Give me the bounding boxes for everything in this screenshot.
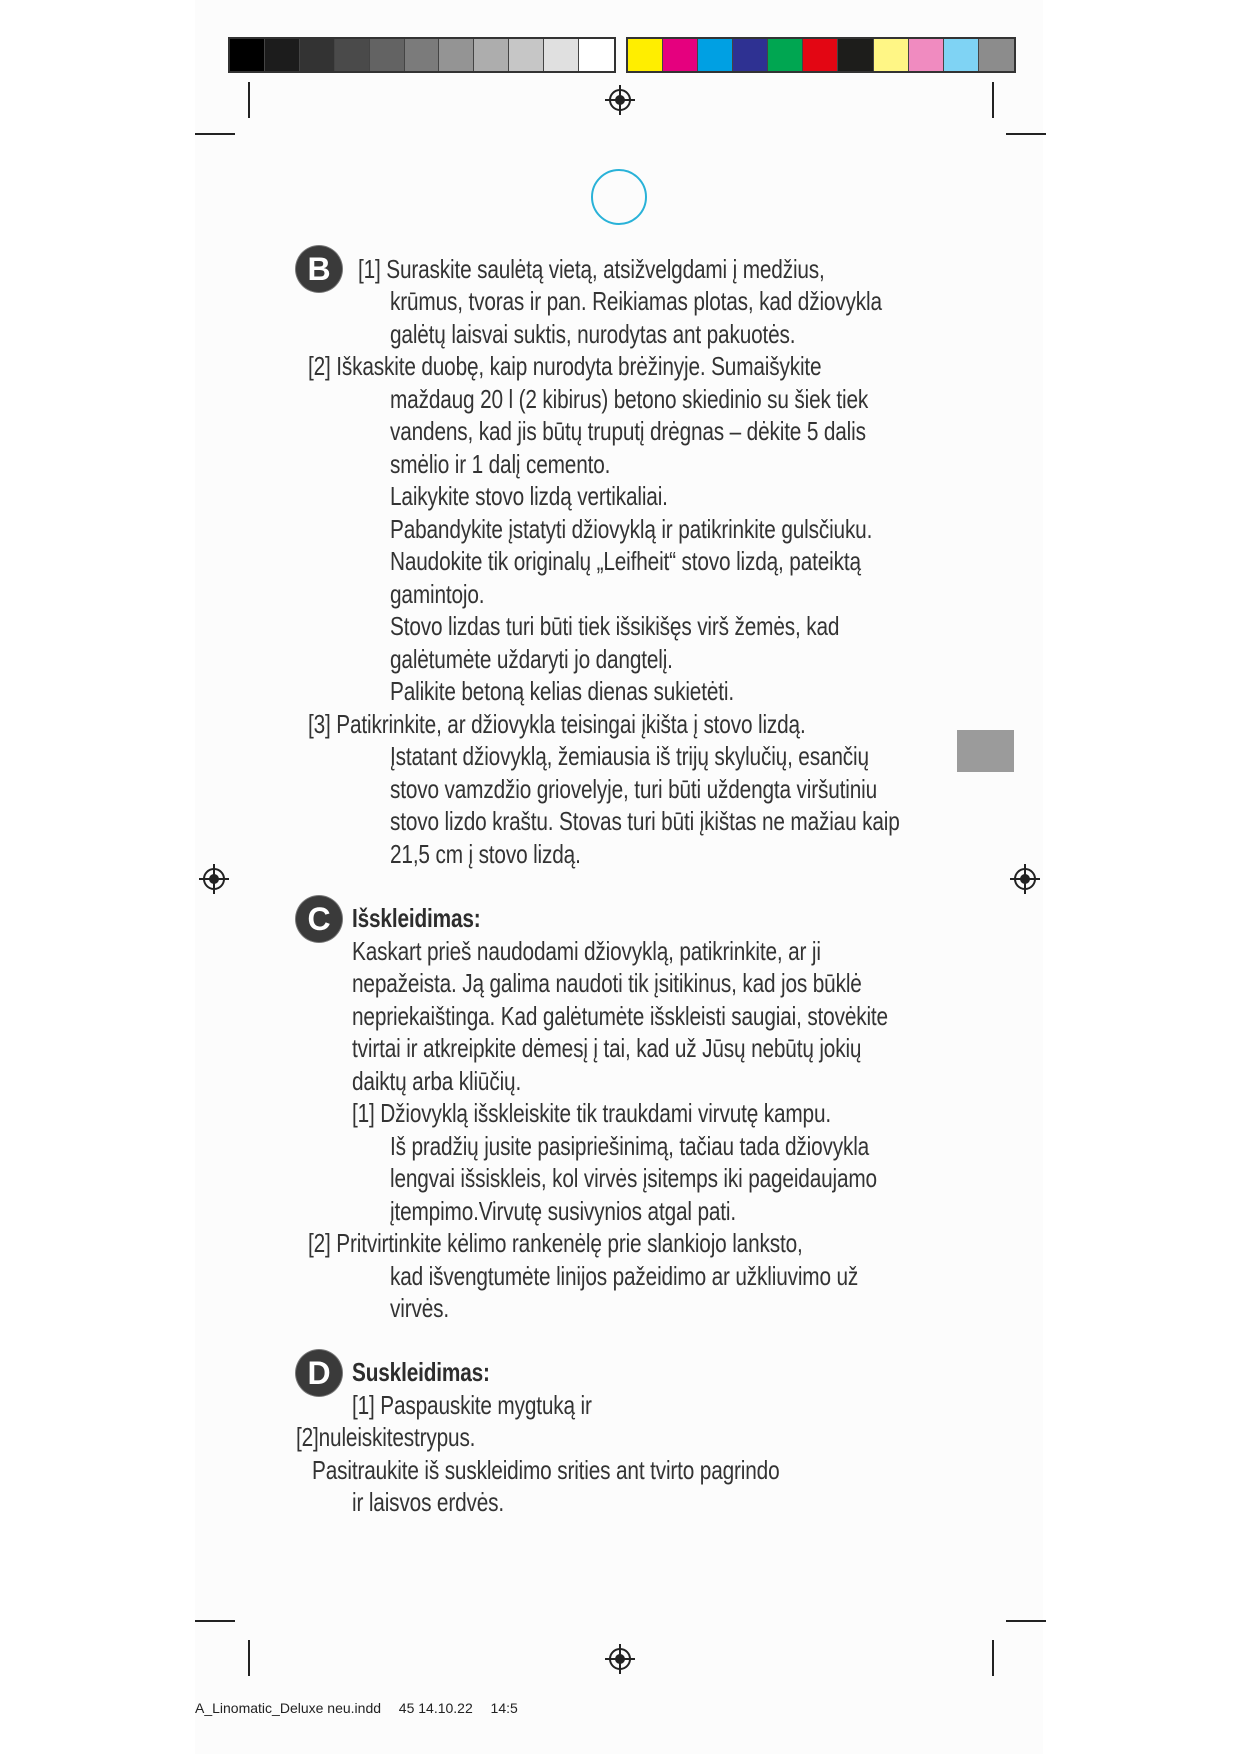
section-c-line: daiktų arba kliūčių.	[352, 1066, 522, 1096]
color-swatch	[698, 39, 733, 71]
section-d-badge: D	[296, 1350, 342, 1396]
grayscale-calibration-bar	[228, 37, 616, 73]
color-swatch	[768, 39, 803, 71]
section-c-line: Kaskart prieš naudodami džiovyklą, patikrinkite, ar ji	[352, 936, 821, 966]
section-c-line: lengvai išsiskleis, kol virvės įsitemps iki pageidaujamo	[390, 1163, 877, 1193]
crop-mark	[248, 1640, 250, 1676]
gray-swatch	[300, 39, 335, 71]
color-swatch	[733, 39, 768, 71]
color-calibration-bar	[626, 37, 1016, 73]
color-swatch	[944, 39, 979, 71]
registration-mark-icon	[605, 85, 635, 115]
crop-mark	[195, 1620, 235, 1622]
gray-swatch	[544, 39, 579, 71]
crop-mark	[1006, 133, 1046, 135]
section-c-line: kad išvengtumėte linijos pažeidimo ar užkliuvimo už	[390, 1261, 859, 1291]
section-b-line: [2] Iškaskite duobę, kaip nurodyta brėžinyje. Sumaišykite	[308, 351, 822, 381]
gray-swatch	[509, 39, 544, 71]
color-swatch	[979, 39, 1014, 71]
color-swatch	[628, 39, 663, 71]
section-b-line: [3] Patikrinkite, ar džiovykla teisingai įkišta į stovo lizdą.	[308, 709, 806, 739]
color-swatch	[874, 39, 909, 71]
slug-time: 14:5	[490, 1700, 518, 1716]
section-c-line: nepažeista. Ją galima naudoti tik įsitikinus, kad jos būklė	[352, 968, 862, 998]
crop-mark	[992, 1640, 994, 1676]
crop-mark	[1006, 1620, 1046, 1622]
section-b-line: galėtų laisvai suktis, nurodytas ant pakuotės.	[390, 319, 796, 349]
section-c-heading: Išskleidimas:	[352, 903, 481, 933]
section-b-line: vandens, kad jis būtų truputį drėgnas – dėkite 5 dalis	[390, 416, 866, 446]
section-b-line: 21,5 cm į stovo lizdą.	[390, 839, 581, 869]
print-slug	[195, 1700, 518, 1716]
section-b-line: stovo lizdo kraštu. Stovas turi būti įkištas ne mažiau kaip	[390, 806, 900, 836]
section-b-line: [1] Suraskite saulėtą vietą, atsižvelgdami į medžius,	[358, 254, 825, 284]
section-b-line: Įstatant džiovyklą, žemiausia iš trijų skylučių, esančių	[390, 741, 869, 771]
slug-page-date: 45 14.10.22	[398, 1700, 473, 1716]
section-b-line: Laikykite stovo lizdą vertikaliai.	[390, 481, 668, 511]
color-swatch	[909, 39, 944, 71]
crop-mark	[248, 82, 250, 118]
slug-filename: A_Linomatic_Deluxe neu.indd	[195, 1700, 382, 1716]
section-b-line: stovo vamzdžio griovelyje, turi būti uždengta viršutiniu	[390, 774, 878, 804]
color-swatch	[663, 39, 698, 71]
gray-swatch	[579, 39, 614, 71]
crop-mark	[992, 82, 994, 118]
section-d-line: ir laisvos erdvės.	[352, 1487, 505, 1517]
registration-mark-icon	[199, 864, 229, 894]
section-b-line: Pabandykite įstatyti džiovyklą ir patikrinkite gulsčiuku.	[390, 514, 873, 544]
section-d-heading: Suskleidimas:	[352, 1357, 490, 1387]
section-c-line: Iš pradžių jusite pasipriešinimą, tačiau tada džiovykla	[390, 1131, 870, 1161]
gray-swatch	[474, 39, 509, 71]
section-d-line: [1] Paspauskite mygtuką ir	[352, 1390, 592, 1420]
section-c-line: įtempimo.Virvutę susivynios atgal pati.	[390, 1196, 736, 1226]
section-c-line: [2] Pritvirtinkite kėlimo rankenėlę prie slankiojo lanksto,	[308, 1228, 803, 1258]
crop-mark	[195, 133, 235, 135]
section-c-line: [1] Džiovyklą išskleiskite tik traukdami virvutę kampu.	[352, 1098, 831, 1128]
section-b-line: Naudokite tik originalų „Leifheit“ stovo lizdą, pateiktą	[390, 546, 861, 576]
section-c-line: tvirtai ir atkreipkite dėmesį į tai, kad už Jūsų nebūtų jokių	[352, 1033, 862, 1063]
color-swatch	[838, 39, 873, 71]
section-b-line: Stovo lizdas turi būti tiek išsikišęs virš žemės, kad	[390, 611, 840, 641]
gray-swatch	[370, 39, 405, 71]
section-c-line: virvės.	[390, 1293, 449, 1323]
section-b-line: maždaug 20 l (2 kibirus) betono skiedinio su šiek tiek	[390, 384, 869, 414]
registration-mark-icon	[1010, 864, 1040, 894]
section-b-line: gamintojo.	[390, 579, 485, 609]
section-c-badge: C	[296, 896, 342, 942]
gray-swatch	[405, 39, 440, 71]
section-c-line: nepriekaištinga. Kad galėtumėte išskleisti saugiai, stovėkite	[352, 1001, 888, 1031]
chapter-tab	[957, 730, 1014, 772]
circle-mark	[591, 169, 647, 225]
gray-swatch	[335, 39, 370, 71]
color-swatch	[803, 39, 838, 71]
registration-mark-icon	[605, 1644, 635, 1674]
gray-swatch	[439, 39, 474, 71]
section-b-line: krūmus, tvoras ir pan. Reikiamas plotas, kad džiovykla	[390, 286, 882, 316]
section-b-line: Palikite betoną kelias dienas sukietėti.	[390, 676, 734, 706]
gray-swatch	[230, 39, 265, 71]
section-d-line: [2]nuleiskitestrypus.	[296, 1422, 476, 1452]
section-b-badge: B	[296, 246, 342, 292]
gray-swatch	[265, 39, 300, 71]
section-b-line: galėtumėte uždaryti jo dangtelį.	[390, 644, 673, 674]
section-d-line: Pasitraukite iš suskleidimo srities ant tvirto pagrindo	[312, 1455, 780, 1485]
section-b-line: smėlio ir 1 dalį cemento.	[390, 449, 611, 479]
